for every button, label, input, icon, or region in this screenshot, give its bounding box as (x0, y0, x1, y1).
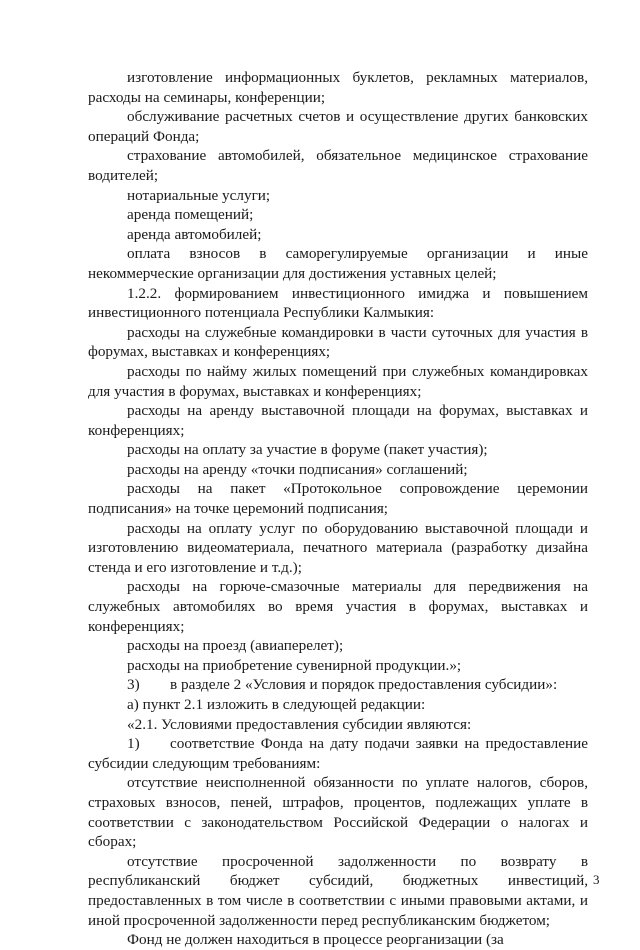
paragraph: расходы на пакет «Протокольное сопровождение церемонии подписания» на точке церемоний подписания; (88, 480, 588, 518)
paragraph: расходы на служебные командировки в части суточных для участия в форумах, выставках и конференциях; (88, 323, 588, 361)
paragraph: оплата взносов в саморегулируемые организации и иные некоммерческие организации для достижения уставных целей; (88, 245, 588, 282)
paragraph: расходы на приобретение сувенирной продукции.»; (127, 656, 462, 674)
paragraph: расходы на оплату за участие в форуме (пакет участия); (127, 441, 488, 459)
paragraph: расходы на горюче-смазочные материалы для передвижения на служебных автомобилях во время участия в форумах, выставках и конференциях; (88, 578, 588, 635)
paragraph: расходы на аренду «точки подписания» соглашений; (127, 460, 468, 478)
paragraph: Фонд не должен находиться в процессе реорганизации (за (127, 931, 504, 949)
paragraph: а) пункт 2.1 изложить в следующей редакции: (127, 696, 426, 713)
paragraph: обслуживание расчетных счетов и осуществление других банковских операций Фонда; (88, 108, 588, 145)
paragraph: 1.2.2. формированием инвестиционного имиджа и повышением инвестиционного потенциала Республики Калмыкия: (88, 284, 588, 322)
paragraph: расходы на аренду выставочной площади на форумах, выставках и конференциях; (88, 402, 588, 439)
paragraph: нотариальные услуги; (127, 186, 271, 204)
paragraph: страхование автомобилей, обязательное медицинское страхование водителей; (88, 147, 588, 184)
paragraph: изготовление информационных буклетов, рекламных материалов, расходы на семинары, конференции; (88, 69, 588, 106)
document-page (88, 68, 588, 950)
paragraph: «2.1. Условиями предоставления субсидии являются: (127, 715, 472, 733)
paragraph: аренда автомобилей; (127, 225, 262, 243)
paragraph: аренда помещений; (127, 206, 254, 224)
paragraph: 1) соответствие Фонда на дату подачи заявки на предоставление субсидии следующим требованиям: (88, 735, 588, 772)
paragraph: расходы на проезд (авиаперелет); (127, 637, 344, 655)
paragraph: расходы на оплату услуг по оборудованию выставочной площади и изготовлению видеоматериала, печатного материала (разработку дизайна стенда и его изготовление и т.д.); (88, 519, 588, 576)
page-number: 3 (593, 872, 600, 887)
paragraph: расходы по найму жилых помещений при служебных командировках для участия в форумах, выставках и конференциях; (88, 362, 588, 400)
paragraph: отсутствие просроченной задолженности по возврату в республиканский бюджет субсидий, бюджетных инвестиций, предоставленных в том числе в соответствии с иными правовыми актами, и иной просроченной задолженности перед республиканским бюджетом; (88, 852, 588, 929)
paragraph: отсутствие неисполненной обязанности по уплате налогов, сборов, страховых взносов, пеней, штрафов, процентов, подлежащих уплате в соответствии с законодательством Российской Федерации о налогах и сборах; (88, 774, 588, 851)
paragraph: 3) в разделе 2 «Условия и порядок предоставления субсидии»: (127, 676, 558, 694)
